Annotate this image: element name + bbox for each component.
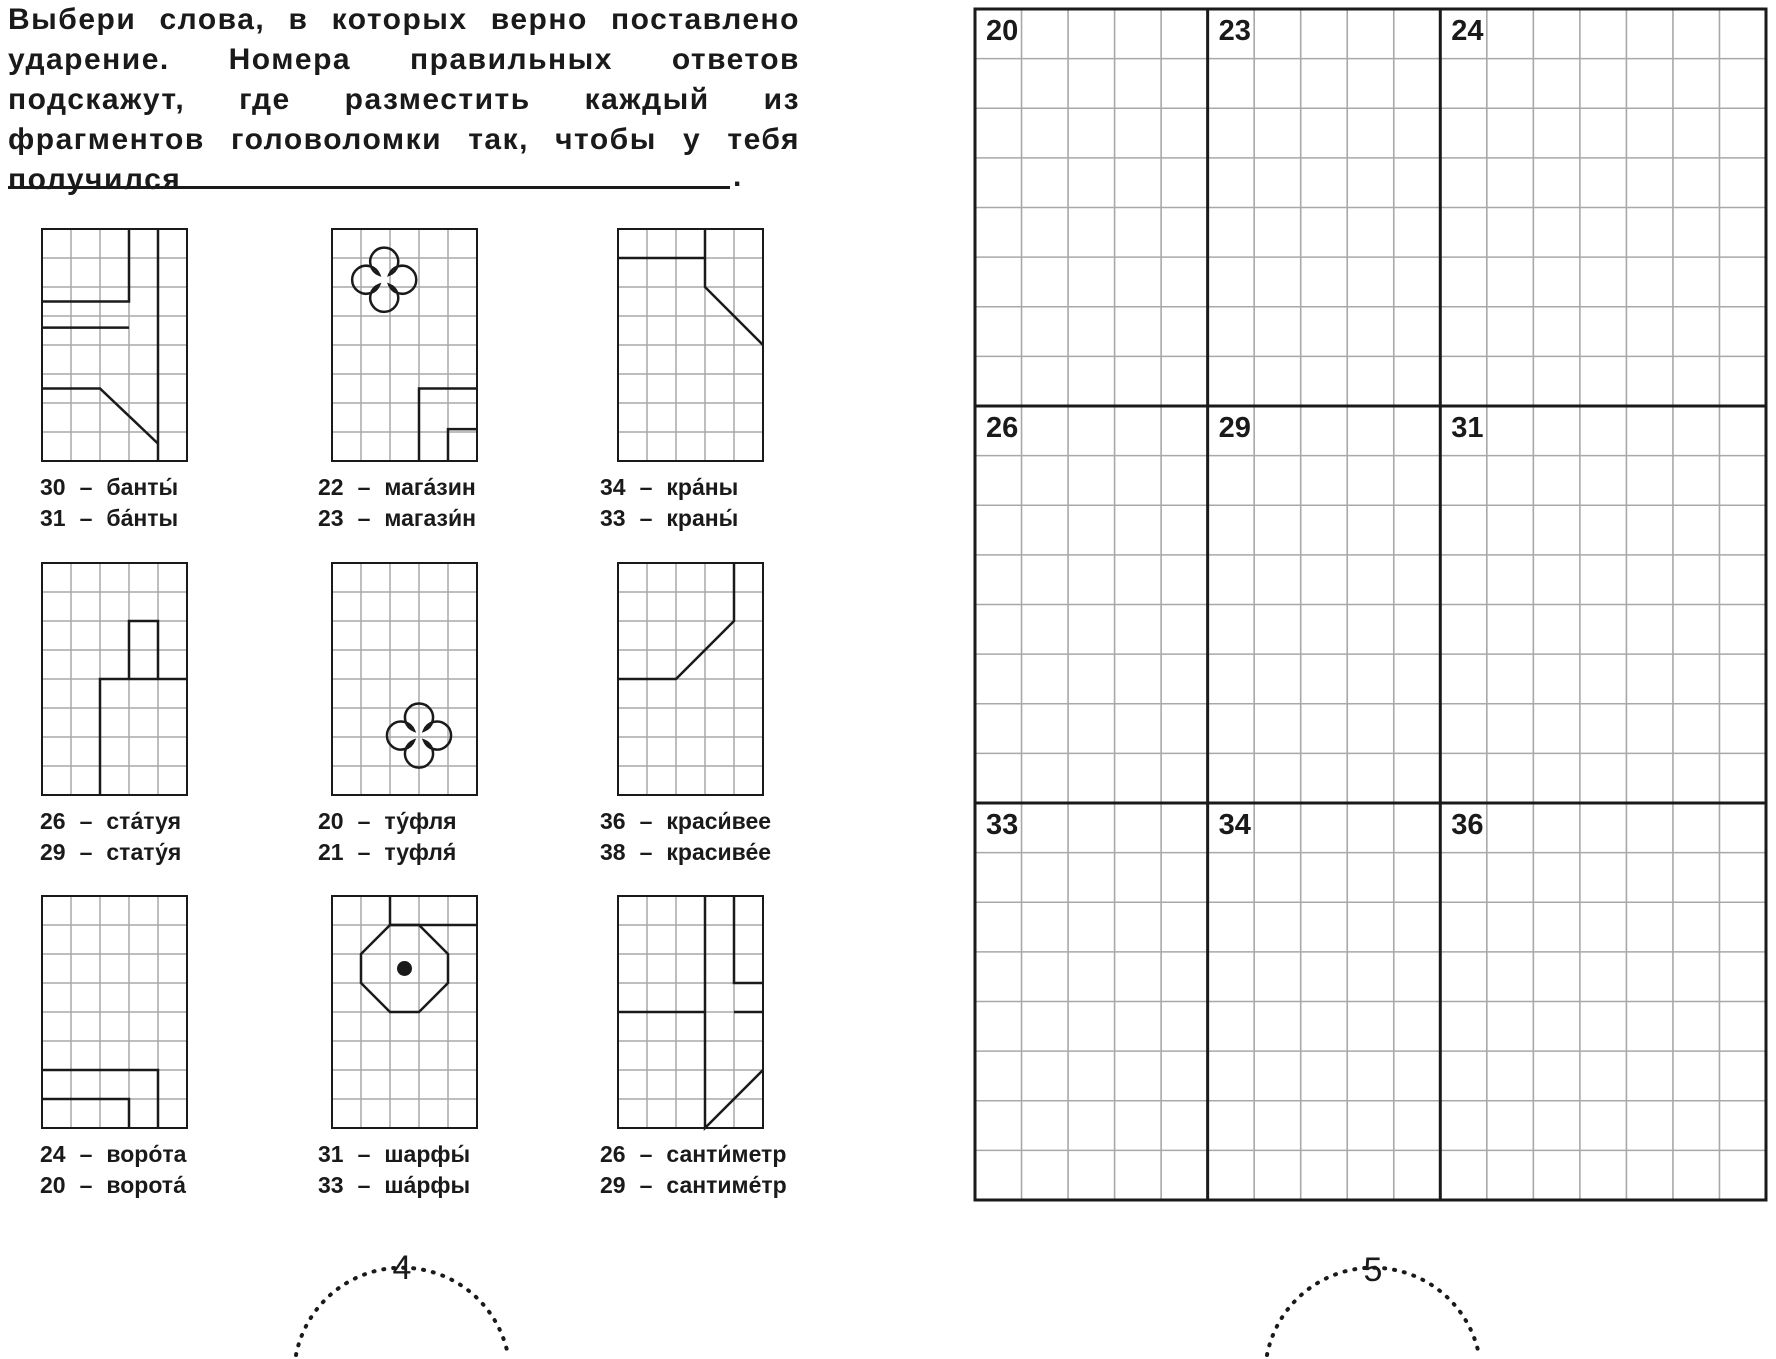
option-word: ша́рфы — [384, 1172, 471, 1198]
option-word: санти́метр — [666, 1141, 787, 1167]
option-word: ту́фля — [384, 808, 457, 834]
option-dash: – — [357, 505, 371, 531]
option-word: краны́ — [666, 505, 739, 531]
option-number: 30 — [40, 474, 66, 500]
option-word: воро́та — [106, 1141, 187, 1167]
option-dash: – — [79, 1172, 93, 1198]
option-number: 31 — [40, 505, 66, 531]
option-dash: – — [639, 839, 653, 865]
option-word: стату́я — [106, 839, 182, 865]
board-cell-label: 29 — [1218, 412, 1251, 444]
option-dash: – — [79, 839, 93, 865]
board-cell-label: 34 — [1218, 809, 1251, 841]
board-cell-label: 24 — [1451, 15, 1484, 47]
option-dash: – — [639, 1141, 653, 1167]
board-cell-label: 26 — [986, 412, 1019, 444]
option-dash: – — [79, 505, 93, 531]
option-dash: – — [357, 808, 371, 834]
instruction-text: Выбери слова, в которых верно поставлено ударение. Номера правильных ответов подскажут, где разместить каждый из фрагментов головоломки так, чтобы у тебя получился — [8, 3, 800, 196]
option-number: 21 — [318, 839, 344, 865]
option-word: ворота́ — [106, 1172, 186, 1198]
option-number: 36 — [600, 808, 626, 834]
option-dash: – — [639, 474, 653, 500]
option-word: туфля́ — [384, 839, 457, 865]
option-word: мага́зин — [384, 474, 476, 500]
board-cell-label: 33 — [986, 809, 1019, 841]
option-dash: – — [639, 808, 653, 834]
answer-period: . — [733, 160, 742, 193]
option-number: 34 — [600, 474, 626, 500]
option-word: шарфы́ — [384, 1141, 471, 1167]
option-word: ста́туя — [106, 808, 181, 834]
option-dash: – — [79, 808, 93, 834]
option-word: кра́ны — [666, 474, 739, 500]
option-dash: – — [639, 1172, 653, 1198]
option-word: магази́н — [384, 505, 477, 531]
option-number: 22 — [318, 474, 344, 500]
option-word: красиве́е — [666, 839, 772, 865]
option-dash: – — [357, 474, 371, 500]
option-dash: – — [639, 505, 653, 531]
option-word: банты́ — [106, 474, 179, 500]
option-number: 26 — [600, 1141, 626, 1167]
option-number: 26 — [40, 808, 66, 834]
option-dash: – — [357, 1141, 371, 1167]
option-number: 31 — [318, 1141, 344, 1167]
option-number: 20 — [318, 808, 344, 834]
option-word: ба́нты — [106, 505, 179, 531]
option-word: краси́вее — [666, 808, 772, 834]
option-number: 24 — [40, 1141, 66, 1167]
option-number: 33 — [318, 1172, 344, 1198]
option-dash: – — [79, 1141, 93, 1167]
option-number: 29 — [40, 839, 66, 865]
option-number: 20 — [40, 1172, 66, 1198]
option-dash: – — [357, 839, 371, 865]
board-cell-label: 23 — [1218, 15, 1251, 47]
option-dash: – — [79, 474, 93, 500]
page-number-right: 5 — [1363, 1251, 1383, 1289]
board-cell-label: 20 — [986, 15, 1019, 47]
page-number-left: 4 — [392, 1249, 412, 1287]
option-dash: – — [357, 1172, 371, 1198]
board-cell-label: 31 — [1451, 412, 1484, 444]
option-number: 29 — [600, 1172, 626, 1198]
option-number: 23 — [318, 505, 344, 531]
option-number: 33 — [600, 505, 626, 531]
board-cell-label: 36 — [1451, 809, 1484, 841]
option-number: 38 — [600, 839, 626, 865]
option-word: сантиме́тр — [666, 1172, 787, 1198]
